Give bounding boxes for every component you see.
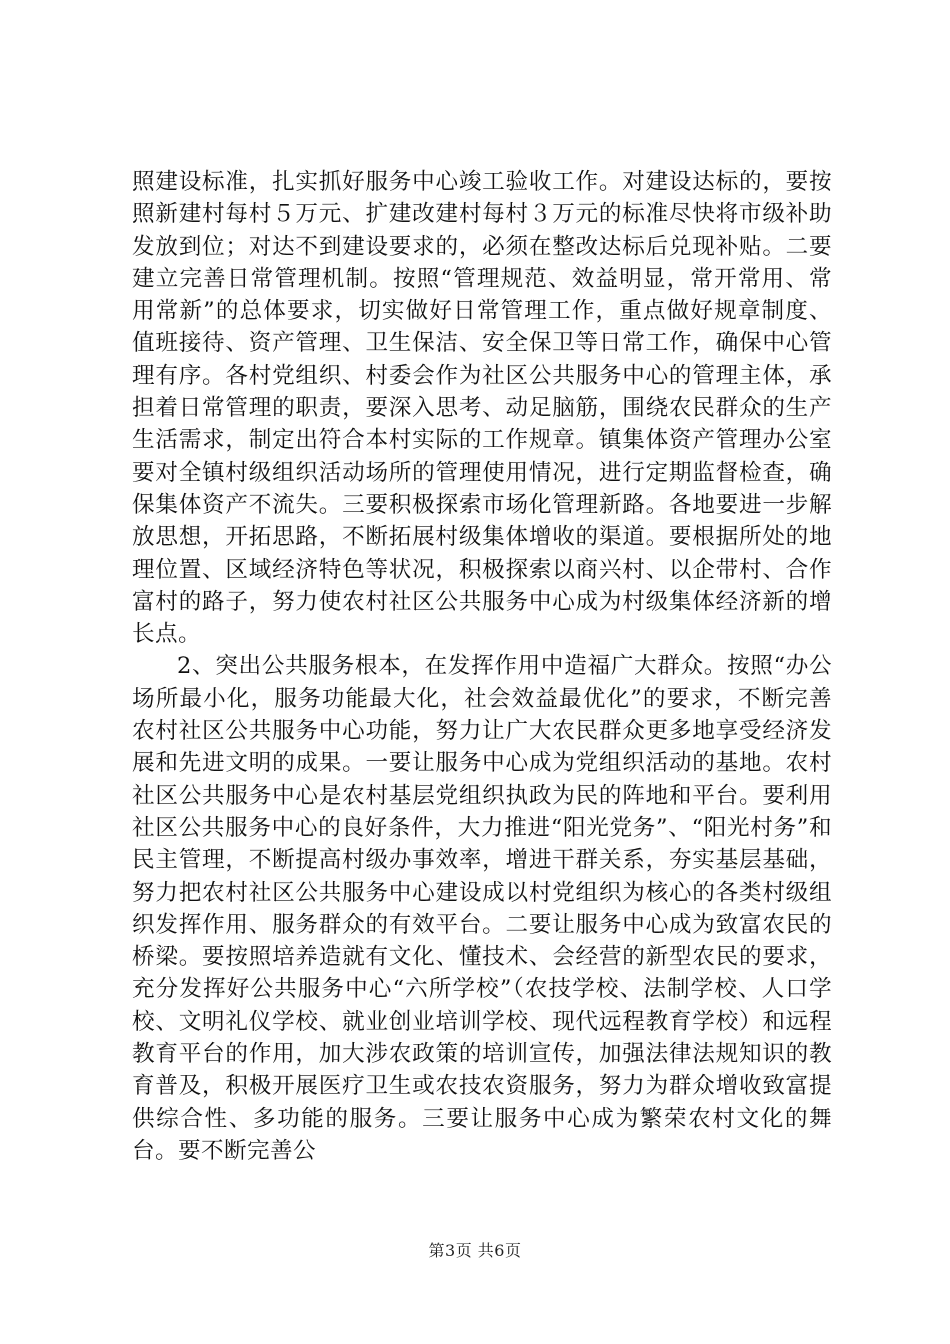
paragraph-2: 2、突出公共服务根本，在发挥作用中造福广大群众。按照“办公场所最小化，服务功能最大化，社会效益最优化”的要求，不断完善农村社区公共服务中心功能，努力让广大农民群众更多地享受经济发展和先进文明的成果。一要让服务中心成为党组织活动的基地。农村社区公共服务中心是农村基层党组织执政为民的阵地和平台。要利用社区公共服务中心的良好条件，大力推进“阳光党务”、“阳光村务”和民主管理，不断提高村级办事效率，增进干群关系，夯实基层基础，努力把农村社区公共服务中心建设成以村党组织为核心的各类村级组织发挥作用、服务群众的有效平台。二要让服务中心成为致富农民的桥梁。要按照培养造就有文化、懂技术、会经营的新型农民的要求，充分发挥好公共服务中心“六所学校”（农技学校、法制学校、人口学校、文明礼仪学校、就业创业培训学校、现代远程教育学校）和远程教育平台的作用，加大涉农政策的培训宣传，加强法律法规知识的教育普及，积极开展医疗卫生或农技农资服务，努力为群众增收致富提供综合性、多功能的服务。三要让服务中心成为繁荣农村文化的舞台。要不断完善公	[132, 653, 832, 1164]
paragraph-1: 照建设标准，扎实抓好服务中心竣工验收工作。对建设达标的，要按照新建村每村５万元、扩建改建村每村３万元的标准尽快将市级补助发放到位；对达不到建设要求的，必须在整改达标后兑现补贴。二要建立完善日常管理机制。按照“管理规范、效益明显，常开常用、常用常新”的总体要求，切实做好日常管理工作，重点做好规章制度、值班接待、资产管理、卫生保洁、安全保卫等日常工作，确保中心管理有序。各村党组织、村委会作为社区公共服务中心的管理主体，承担着日常管理的职责，要深入思考、动足脑筋，围绕农民群众的生产生活需求，制定出符合本村实际的工作规章。镇集体资产管理办公室要对全镇村级组织活动场所的管理使用情况，进行定期监督检查，确保集体资产不流失。三要积极探索市场化管理新路。各地要进一步解放思想，开拓思路，不断拓展村级集体增收的渠道。要根据所处的地理位置、区域经济特色等状况，积极探索以商兴村、以企带村、合作富村的路子，努力使农村社区公共服务中心成为村级集体经济新的增长点。	[132, 169, 832, 648]
page-footer: 第3页 共6页	[428, 1241, 522, 1260]
document-body	[132, 166, 832, 1167]
